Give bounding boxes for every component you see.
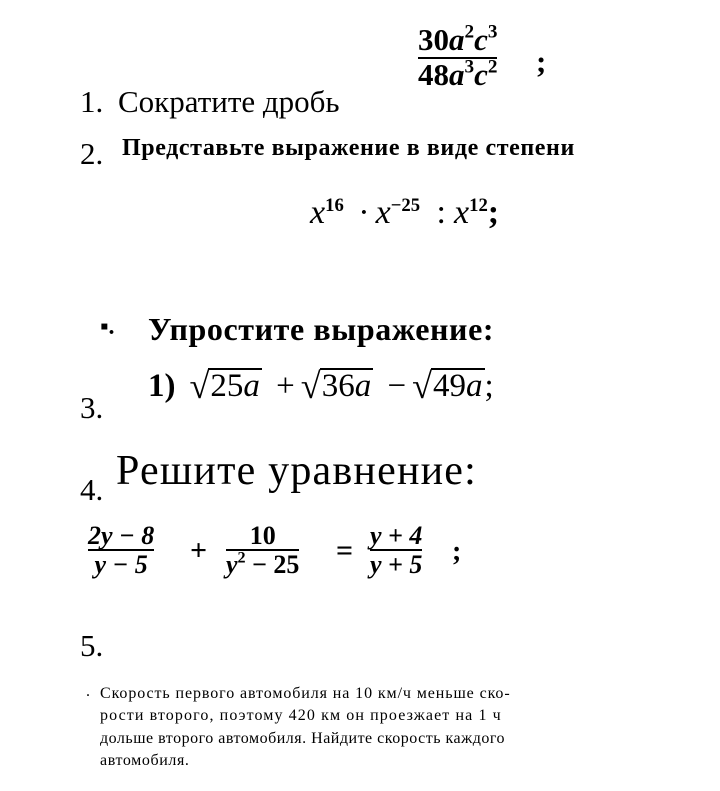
task2-text: Представьте выражение в виде степени: [122, 135, 575, 161]
task1-text: Сократите дробь: [118, 84, 340, 119]
sqrt-49a: √49a: [412, 366, 483, 406]
task2-number: 2.: [80, 136, 104, 171]
task3-bullet: ▪.: [100, 314, 115, 340]
task5-number: 5.: [80, 628, 104, 663]
task3-number: 3.: [80, 390, 104, 425]
task4-fraction-2: [226, 522, 299, 579]
task4-f3-denominator: y + 5: [370, 550, 423, 580]
task4-equals: =: [336, 534, 354, 567]
task4-number: 4.: [80, 472, 104, 507]
task5-bullet: .: [86, 683, 90, 700]
task4-plus: +: [190, 534, 208, 567]
task4-fraction-3: [370, 522, 422, 579]
sqrt-25a: √25a: [189, 366, 260, 406]
sqrt-36a: √36a: [300, 366, 372, 406]
task4-f1-numerator: 2y − 8: [88, 521, 155, 550]
task4-f1-denominator: y − 5: [94, 550, 148, 580]
task1-fraction: [418, 21, 498, 92]
task5-line2: рости второго, поэтому 420 км он проезжает на 1 ч: [100, 707, 502, 724]
task1-semicolon: ;: [536, 44, 547, 79]
task4-fraction-1: [88, 522, 154, 579]
task4-semicolon: ;: [452, 536, 462, 567]
task4-header: Решите уравнение:: [116, 448, 478, 494]
task1-denominator: $48a^3c^2$: [418, 56, 498, 92]
task4-f3-numerator: y + 4: [370, 521, 423, 550]
task5-line1: Скорость первого автомобиля на 10 км/ч меньше ско-: [100, 685, 511, 702]
task5-line4: автомобиля.: [100, 752, 190, 769]
task3-header: Упростите выражение:: [148, 311, 495, 347]
task2-expression: $x^{16} \cdot x^{-25}$ : $x^{12}$;: [310, 194, 500, 231]
task1-numerator: $30a^2c^3$: [418, 21, 498, 57]
task3-expression: 1) √25a + √36a − √49a;: [148, 366, 494, 406]
task5-line3: дольше второго автомобиля. Найдите скорость каждого: [100, 730, 505, 747]
task4-f2-denominator: $y^2 - 25$: [226, 549, 300, 580]
task4-f2-numerator: 10: [249, 521, 276, 550]
task1-number: 1.: [80, 84, 104, 119]
